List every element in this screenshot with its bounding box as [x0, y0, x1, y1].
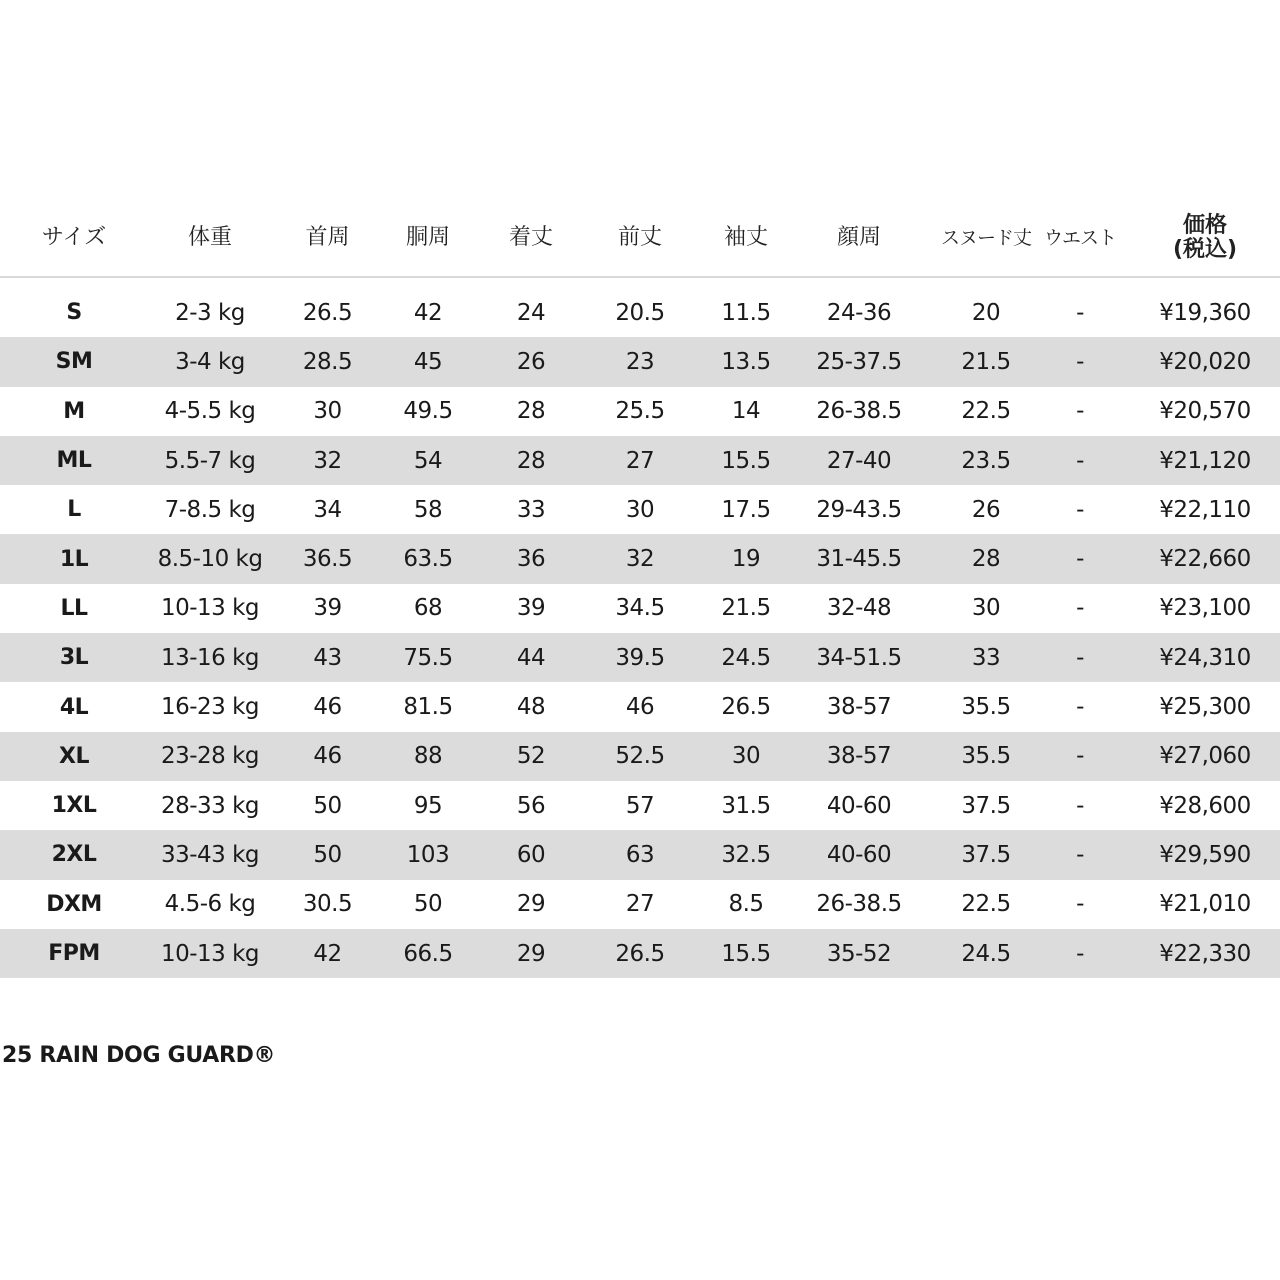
cell-weight: 4-5.5 kg: [164, 398, 256, 425]
cell-chest: 66.5: [403, 940, 453, 967]
cell-length: 52: [516, 743, 546, 770]
cell-price: ¥28,600: [1159, 792, 1251, 819]
cell-weight: 23-28 kg: [160, 743, 260, 770]
cell-chest: 54: [413, 447, 443, 474]
cell-length: 26: [516, 348, 546, 375]
cell-snood: 22.5: [961, 398, 1011, 425]
header-neck: 首周: [305, 224, 350, 250]
cell-waist: -: [1076, 595, 1084, 622]
cell-waist: -: [1076, 496, 1084, 523]
cell-price: ¥22,110: [1159, 496, 1251, 523]
cell-sleeve: 14: [731, 398, 761, 425]
cell-face: 26-38.5: [816, 891, 902, 918]
cell-neck: 34: [313, 496, 342, 523]
cell-front-length: 26.5: [615, 940, 665, 967]
cell-neck: 30: [313, 398, 342, 425]
table-row: [0, 732, 1280, 781]
cell-neck: 28.5: [302, 348, 353, 375]
cell-neck: 50: [313, 792, 342, 819]
cell-price: ¥21,010: [1159, 891, 1251, 918]
cell-snood: 22.5: [961, 891, 1011, 918]
cell-size: 1XL: [51, 793, 97, 819]
cell-weight: 16-23 kg: [160, 694, 260, 721]
cell-face: 29-43.5: [816, 496, 902, 523]
cell-length: 48: [516, 694, 546, 721]
cell-length: 36: [516, 546, 546, 573]
cell-size: L: [67, 497, 81, 523]
cell-sleeve: 15.5: [721, 447, 771, 474]
cell-neck: 30.5: [302, 891, 353, 918]
cell-front-length: 57: [625, 792, 655, 819]
cell-front-length: 23: [625, 348, 655, 375]
cell-snood: 35.5: [961, 743, 1011, 770]
cell-front-length: 27: [625, 447, 655, 474]
table-row: [0, 534, 1280, 583]
cell-neck: 39: [313, 595, 342, 622]
cell-chest: 49.5: [403, 398, 453, 425]
cell-weight: 8.5-10 kg: [157, 546, 263, 573]
product-caption: 25 RAIN DOG GUARD®: [2, 1043, 276, 1068]
cell-length: 28: [516, 447, 546, 474]
cell-weight: 33-43 kg: [160, 841, 260, 868]
cell-weight: 3-4 kg: [175, 348, 245, 375]
cell-sleeve: 32.5: [721, 841, 771, 868]
cell-front-length: 63: [625, 841, 655, 868]
cell-chest: 75.5: [403, 644, 453, 671]
table-row: [0, 880, 1280, 929]
cell-chest: 63.5: [403, 546, 453, 573]
cell-snood: 37.5: [961, 841, 1011, 868]
header-snood: スヌード丈: [940, 226, 1031, 249]
header-sleeve: 袖丈: [723, 224, 768, 250]
cell-snood: 24.5: [961, 940, 1011, 967]
cell-size: LL: [60, 595, 88, 621]
cell-price: ¥19,360: [1159, 299, 1251, 326]
cell-size: M: [63, 398, 85, 424]
cell-length: 39: [516, 595, 546, 622]
cell-waist: -: [1076, 644, 1084, 671]
cell-waist: -: [1076, 743, 1084, 770]
table-row: [0, 485, 1280, 534]
cell-length: 44: [516, 644, 546, 671]
cell-neck: 50: [313, 841, 342, 868]
cell-front-length: 34.5: [615, 595, 665, 622]
cell-sleeve: 19: [731, 546, 761, 573]
cell-price: ¥29,590: [1159, 841, 1251, 868]
cell-size: 1L: [59, 546, 89, 572]
table-row: [0, 682, 1280, 731]
cell-weight: 13-16 kg: [160, 644, 260, 671]
cell-waist: -: [1076, 447, 1084, 474]
cell-sleeve: 30: [731, 743, 761, 770]
cell-face: 35-52: [826, 940, 892, 967]
cell-neck: 46: [313, 743, 342, 770]
cell-snood: 21.5: [961, 348, 1011, 375]
table-body: [0, 288, 1280, 978]
cell-sleeve: 24.5: [721, 644, 771, 671]
cell-size: 2XL: [51, 842, 97, 868]
cell-snood: 20: [971, 299, 1001, 326]
cell-face: 34-51.5: [816, 644, 902, 671]
cell-weight: 10-13 kg: [160, 940, 260, 967]
cell-size: FPM: [48, 941, 100, 966]
cell-sleeve: 31.5: [721, 792, 771, 819]
cell-snood: 35.5: [961, 694, 1011, 721]
cell-price: ¥23,100: [1159, 595, 1251, 622]
cell-front-length: 32: [625, 546, 655, 573]
cell-chest: 68: [413, 595, 443, 622]
cell-sleeve: 15.5: [721, 940, 771, 967]
cell-sleeve: 13.5: [721, 348, 771, 375]
cell-size: 3L: [59, 645, 89, 671]
cell-size: ML: [56, 448, 92, 474]
table-row: [0, 781, 1280, 830]
cell-waist: -: [1076, 792, 1084, 819]
table-row: [0, 436, 1280, 485]
cell-sleeve: 11.5: [721, 299, 771, 326]
cell-sleeve: 26.5: [721, 694, 771, 721]
header-price: 価格 (税込): [1172, 212, 1238, 262]
cell-size: SM: [55, 349, 93, 375]
table-row: [0, 633, 1280, 682]
cell-neck: 32: [313, 447, 342, 474]
cell-price: ¥20,020: [1159, 348, 1251, 375]
cell-chest: 58: [413, 496, 443, 523]
table-row: [0, 830, 1280, 879]
cell-front-length: 25.5: [615, 398, 665, 425]
cell-size: XL: [59, 743, 89, 769]
cell-face: 40-60: [826, 841, 892, 868]
cell-length: 33: [516, 496, 546, 523]
cell-snood: 23.5: [961, 447, 1011, 474]
cell-length: 56: [516, 792, 546, 819]
cell-neck: 46: [313, 694, 342, 721]
cell-sleeve: 17.5: [721, 496, 771, 523]
cell-snood: 28: [971, 546, 1001, 573]
cell-price: ¥22,660: [1159, 546, 1251, 573]
cell-size: DXM: [46, 891, 102, 917]
cell-weight: 7-8.5 kg: [164, 496, 256, 523]
cell-chest: 45: [413, 348, 443, 375]
cell-front-length: 20.5: [615, 299, 665, 326]
cell-waist: -: [1076, 348, 1084, 375]
cell-snood: 26: [971, 496, 1001, 523]
cell-waist: -: [1076, 841, 1084, 868]
header-length: 着丈: [508, 224, 553, 250]
cell-neck: 42: [313, 940, 342, 967]
cell-price: ¥21,120: [1159, 447, 1251, 474]
cell-neck: 26.5: [302, 299, 353, 326]
cell-front-length: 30: [625, 496, 655, 523]
cell-face: 26-38.5: [816, 398, 902, 425]
cell-face: 25-37.5: [816, 348, 902, 375]
cell-weight: 5.5-7 kg: [164, 447, 256, 474]
cell-price: ¥22,330: [1159, 940, 1251, 967]
header-size: サイズ: [41, 224, 107, 250]
cell-front-length: 39.5: [615, 644, 665, 671]
cell-chest: 42: [413, 299, 443, 326]
cell-length: 28: [516, 398, 546, 425]
cell-waist: -: [1076, 299, 1084, 326]
cell-chest: 50: [413, 891, 443, 918]
cell-weight: 28-33 kg: [160, 792, 260, 819]
cell-price: ¥27,060: [1159, 743, 1251, 770]
cell-size: S: [66, 300, 82, 326]
cell-chest: 103: [406, 841, 450, 868]
cell-weight: 2-3 kg: [175, 299, 245, 326]
header-chest: 胴周: [405, 224, 450, 250]
cell-length: 29: [516, 940, 546, 967]
cell-snood: 33: [971, 644, 1001, 671]
cell-snood: 30: [971, 595, 1001, 622]
cell-front-length: 27: [625, 891, 655, 918]
cell-face: 38-57: [826, 743, 892, 770]
cell-price: ¥20,570: [1159, 398, 1251, 425]
cell-face: 27-40: [826, 447, 892, 474]
cell-face: 31-45.5: [816, 546, 902, 573]
cell-face: 40-60: [826, 792, 892, 819]
cell-neck: 43: [313, 644, 342, 671]
cell-waist: -: [1076, 546, 1084, 573]
cell-length: 24: [516, 299, 546, 326]
cell-waist: -: [1076, 940, 1084, 967]
cell-neck: 36.5: [302, 546, 353, 573]
cell-front-length: 46: [625, 694, 655, 721]
header-front-length: 前丈: [617, 224, 662, 250]
header-waist: ウエスト: [1043, 226, 1116, 249]
cell-waist: -: [1076, 398, 1084, 425]
header-weight: 体重: [187, 224, 232, 250]
cell-length: 60: [516, 841, 546, 868]
cell-size: 4L: [59, 694, 89, 720]
cell-waist: -: [1076, 891, 1084, 918]
table-row: [0, 929, 1280, 978]
cell-front-length: 52.5: [615, 743, 665, 770]
cell-waist: -: [1076, 694, 1084, 721]
header-face: 顔周: [836, 224, 881, 250]
table-row: [0, 337, 1280, 386]
table-row: [0, 584, 1280, 633]
table-row: [0, 387, 1280, 436]
cell-snood: 37.5: [961, 792, 1011, 819]
cell-price: ¥24,310: [1159, 644, 1251, 671]
cell-chest: 88: [413, 743, 443, 770]
size-chart-table: [0, 200, 1280, 978]
cell-face: 32-48: [826, 595, 892, 622]
table-header-row: [0, 200, 1280, 278]
cell-weight: 10-13 kg: [160, 595, 260, 622]
cell-price: ¥25,300: [1159, 694, 1251, 721]
table-row: [0, 288, 1280, 337]
cell-sleeve: 21.5: [721, 595, 771, 622]
cell-chest: 81.5: [403, 694, 453, 721]
cell-face: 24-36: [826, 299, 892, 326]
cell-face: 38-57: [826, 694, 892, 721]
cell-length: 29: [516, 891, 546, 918]
cell-chest: 95: [413, 792, 443, 819]
cell-sleeve: 8.5: [728, 891, 764, 918]
cell-weight: 4.5-6 kg: [164, 891, 256, 918]
